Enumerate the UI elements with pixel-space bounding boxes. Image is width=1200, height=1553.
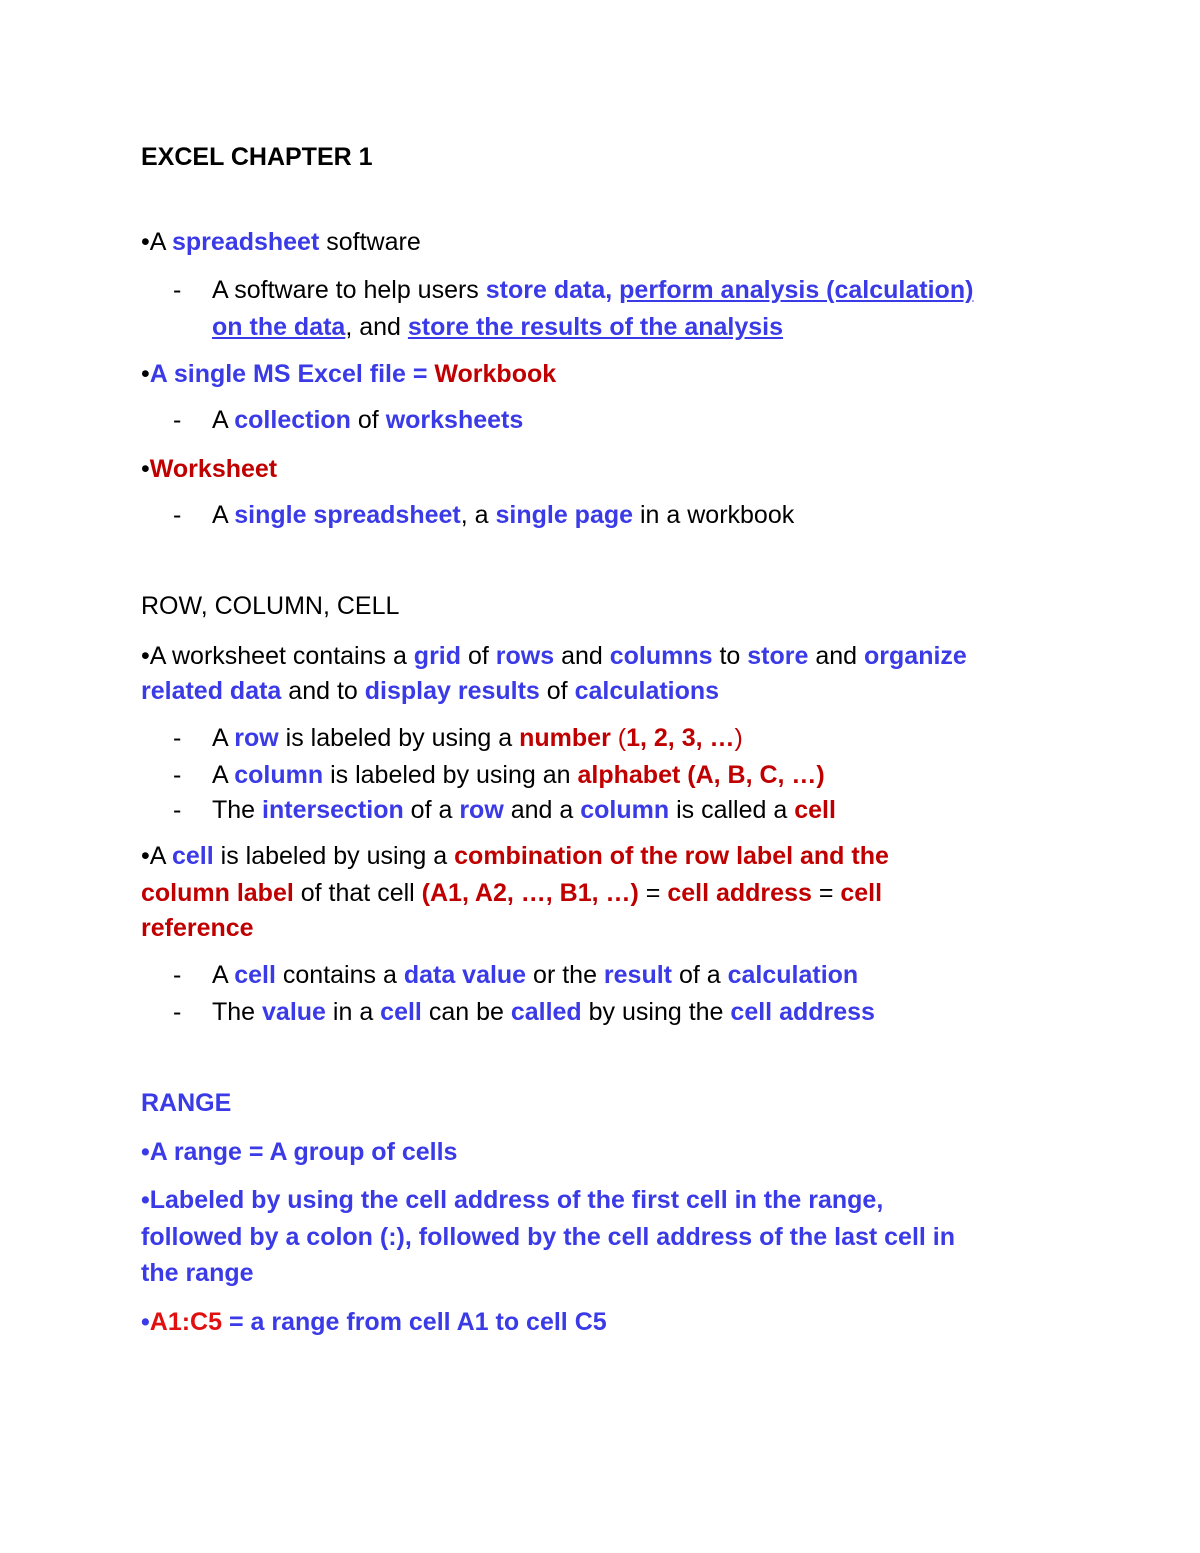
- text: of: [461, 642, 496, 670]
- term-worksheets: worksheets: [385, 406, 524, 434]
- term-row: row: [459, 796, 504, 824]
- term-store: store: [747, 642, 809, 670]
- term-column: column: [234, 761, 324, 789]
- dash-marker: -: [173, 724, 182, 752]
- text: by using the: [581, 998, 731, 1026]
- dash-marker: -: [173, 406, 182, 434]
- spreadsheet-definition-line1: [212, 275, 973, 305]
- term-cell-examples: (A1, A2, …, B1, …): [421, 879, 639, 907]
- term-workbook: Workbook: [434, 360, 557, 388]
- term-data-value: data value: [403, 961, 527, 989]
- text: of a: [672, 961, 728, 989]
- range-label-line1: •Labeled by using the cell address of the first cell in the range,: [141, 1186, 884, 1214]
- text: and: [808, 642, 865, 670]
- term-columns: columns: [609, 642, 713, 670]
- text: and a: [503, 796, 581, 824]
- term-single-spreadsheet: single spreadsheet: [234, 501, 461, 529]
- term-a1-c5: A1:C5: [149, 1308, 223, 1336]
- term-result: result: [603, 961, 673, 989]
- workbook-definition: [212, 405, 523, 435]
- cell-value-definition: [212, 997, 875, 1027]
- text: is labeled by using a: [278, 724, 520, 752]
- text: is labeled by using a: [213, 842, 455, 870]
- text: in a workbook: [633, 501, 795, 529]
- column-definition: [212, 760, 825, 790]
- term-cell: cell: [234, 961, 276, 989]
- term-column-label: column label: [141, 879, 294, 907]
- text: , a: [460, 501, 496, 529]
- term-store-results: store the results of the analysis: [407, 313, 784, 341]
- text: to: [712, 642, 748, 670]
- term-cell-reference: cell: [840, 879, 883, 907]
- term-on-the-data: on the data: [212, 313, 346, 341]
- text: The: [212, 998, 263, 1026]
- term-number: number: [519, 724, 611, 752]
- worksheet-definition: [212, 500, 794, 530]
- term-column: column: [580, 796, 670, 824]
- term-perform-analysis: perform analysis (calculation): [619, 276, 974, 304]
- cell-address-line3: [141, 913, 254, 943]
- workbook-bullet: [141, 359, 556, 389]
- term-called: called: [510, 998, 582, 1026]
- text: is labeled by using an: [323, 761, 578, 789]
- term-rows: rows: [495, 642, 555, 670]
- spreadsheet-definition-line2: [212, 312, 783, 342]
- term-combination: combination of the row label and the: [454, 842, 889, 870]
- text: =: [811, 879, 841, 907]
- text: A: [212, 501, 235, 529]
- term-store-data: store data,: [485, 276, 620, 304]
- term-row: row: [234, 724, 279, 752]
- text: and: [554, 642, 610, 670]
- text: A: [212, 761, 235, 789]
- text: A: [212, 724, 235, 752]
- bullet: •: [141, 360, 150, 388]
- bullet: •: [141, 1308, 150, 1336]
- term-worksheet: Worksheet: [149, 455, 278, 483]
- section-heading-range: RANGE: [141, 1089, 232, 1117]
- term-organize: organize: [864, 642, 967, 670]
- spreadsheet-bullet: [141, 227, 421, 257]
- row-definition: [212, 723, 743, 753]
- dash-marker: -: [173, 276, 182, 304]
- term-number-values: 1, 2, 3, …: [626, 724, 735, 752]
- section-heading-row-column-cell: ROW, COLUMN, CELL: [141, 592, 400, 620]
- term-single-page: single page: [495, 501, 634, 529]
- term-intersection: intersection: [262, 796, 404, 824]
- text: can be: [421, 998, 511, 1026]
- term-alphabet: alphabet (A, B, C, …): [577, 761, 825, 789]
- text: =: [638, 879, 668, 907]
- text: ): [734, 724, 743, 752]
- cell-address-line2: [141, 878, 882, 908]
- term-cell: cell: [794, 796, 836, 824]
- text: of that cell: [293, 879, 422, 907]
- cell-address-line1: [141, 841, 889, 871]
- text: •A: [141, 842, 172, 870]
- text: or the: [526, 961, 604, 989]
- term-single-file: A single MS Excel file =: [149, 360, 435, 388]
- text: A: [212, 406, 235, 434]
- term-reference: reference: [141, 914, 254, 942]
- term-cell-address: cell address: [730, 998, 875, 1026]
- text: A: [212, 961, 235, 989]
- term-cell: cell: [380, 998, 422, 1026]
- range-example: [141, 1307, 607, 1337]
- term-calculation: calculation: [727, 961, 859, 989]
- range-definition: •A range = A group of cells: [141, 1138, 458, 1166]
- text: The: [212, 796, 263, 824]
- text: and to: [281, 677, 365, 705]
- bullet-text: software: [319, 228, 421, 256]
- cell-contains-definition: [212, 960, 858, 990]
- term-cell: cell: [172, 842, 214, 870]
- dash-marker: -: [173, 761, 182, 789]
- bullet: •: [141, 455, 150, 483]
- grid-bullet-line1: [141, 641, 967, 671]
- text: of: [539, 677, 575, 705]
- dash-marker: -: [173, 998, 182, 1026]
- term-grid: grid: [413, 642, 462, 670]
- term-related-data: related data: [141, 677, 282, 705]
- chapter-title: EXCEL CHAPTER 1: [141, 143, 373, 171]
- text: , and: [345, 313, 408, 341]
- text: in a: [325, 998, 381, 1026]
- term-display-results: display results: [364, 677, 540, 705]
- text: •A worksheet contains a: [141, 642, 414, 670]
- dash-marker: -: [173, 501, 182, 529]
- text: of: [350, 406, 386, 434]
- text: A software to help users: [212, 276, 486, 304]
- grid-bullet-line2: [141, 676, 719, 706]
- worksheet-bullet: [141, 454, 277, 484]
- range-label-line2: followed by a colon (:), followed by the cell address of the last cell in: [141, 1223, 956, 1251]
- range-example-text: = a range from cell A1 to cell C5: [222, 1308, 607, 1336]
- range-label-line3: the range: [141, 1259, 254, 1287]
- text: of a: [403, 796, 460, 824]
- term-calculations: calculations: [574, 677, 720, 705]
- term-collection: collection: [234, 406, 351, 434]
- dash-marker: -: [173, 796, 182, 824]
- cell-definition: [212, 795, 836, 825]
- text: is called a: [669, 796, 795, 824]
- term-spreadsheet: spreadsheet: [172, 228, 320, 256]
- dash-marker: -: [173, 961, 182, 989]
- term-cell-address: cell address: [667, 879, 812, 907]
- text: contains a: [275, 961, 404, 989]
- bullet-text: •A: [141, 228, 172, 256]
- term-value: value: [262, 998, 326, 1026]
- text: (: [610, 724, 627, 752]
